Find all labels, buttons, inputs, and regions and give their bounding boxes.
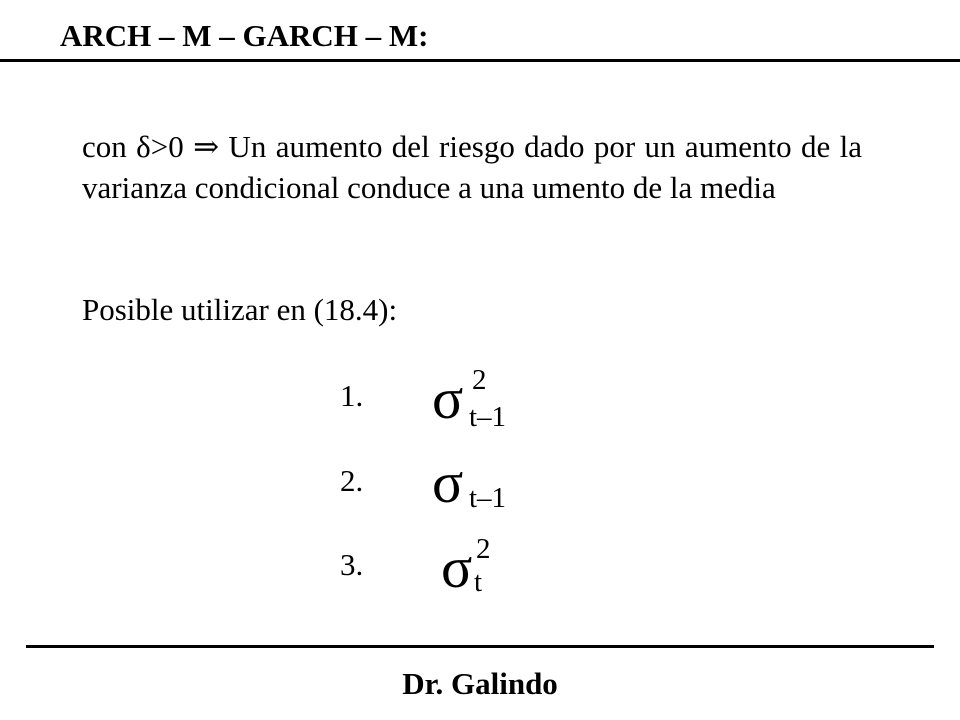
item-2-subscript: t–1 — [469, 482, 507, 514]
item-3-sigma-symbol: σ — [441, 535, 473, 600]
item-1-superscript: 2 — [472, 364, 487, 396]
top-divider — [0, 59, 960, 62]
author-footer: Dr. Galindo — [402, 666, 558, 701]
item-3-superscript: 2 — [476, 533, 491, 565]
item-2-number: 2. — [340, 463, 364, 498]
explanation-paragraph: con δ>0 ⇒ Un aumento del riesgo dado por un aumento de la varianza condicional conduce a una umento de la media — [82, 129, 862, 205]
posible-heading: Posible utilizar en (18.4): — [82, 292, 398, 327]
item-1-number: 1. — [340, 378, 364, 413]
bottom-divider — [26, 645, 934, 648]
slide-title: ARCH – M – GARCH – M: — [60, 18, 429, 53]
item-1-sigma-symbol: σ — [432, 366, 464, 431]
item-1-subscript: t–1 — [469, 401, 507, 433]
item-2-sigma-symbol: σ — [432, 450, 464, 515]
item-3-number: 3. — [340, 547, 364, 582]
item-3-subscript: t — [474, 566, 483, 598]
